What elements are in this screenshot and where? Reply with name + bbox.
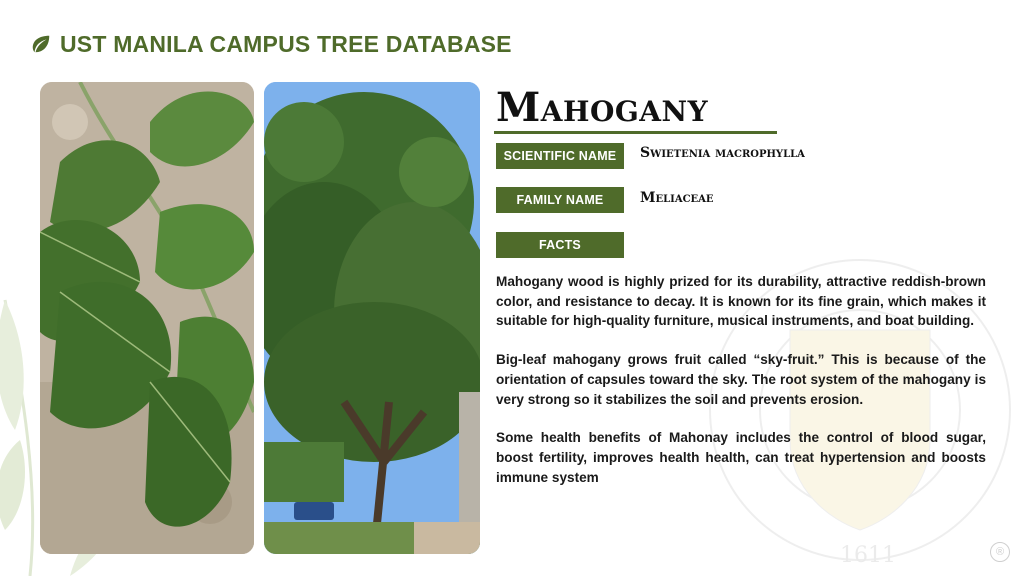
facts-label: FACTS xyxy=(496,232,624,258)
family-name-value: Meliaceae xyxy=(640,190,714,206)
fact-paragraph: Some health benefits of Mahonay includes the control of blood sugar, boost fertility, improves health health, can treat hypertension and boosts immune system xyxy=(496,430,986,485)
page-title: UST MANILA CAMPUS TREE DATABASE xyxy=(60,30,512,57)
scientific-name-value: Swietenia macrophylla xyxy=(640,145,805,161)
registered-mark: ® xyxy=(990,542,1010,562)
seal-year: 1611 xyxy=(840,543,896,568)
tree-photo xyxy=(264,82,480,554)
leaf-photo xyxy=(40,82,254,554)
heading-underline xyxy=(494,131,777,134)
tree-photo-image xyxy=(264,82,480,554)
fact-paragraph: Big-leaf mahogany grows fruit called “sky-fruit.” This is because of the orientation of capsules toward the sky. The root system of the mahogany is very strong so it stabilizes the soil and prevents erosion. xyxy=(496,352,986,407)
page-header xyxy=(30,28,512,60)
facts-body xyxy=(496,272,986,506)
leaf-icon xyxy=(30,33,52,55)
tree-name-heading: Mahogany xyxy=(496,84,709,131)
leaf-photo-image xyxy=(40,82,254,554)
fact-paragraph: Mahogany wood is highly prized for its durability, attractive reddish-brown color, and resistance to decay. It is known for its fine grain, which makes it suitable for high-quality furniture, musical instruments, and boat building. xyxy=(496,274,986,329)
scientific-name-label: SCIENTIFIC NAME xyxy=(496,143,624,169)
family-name-label: FAMILY NAME xyxy=(496,187,624,213)
